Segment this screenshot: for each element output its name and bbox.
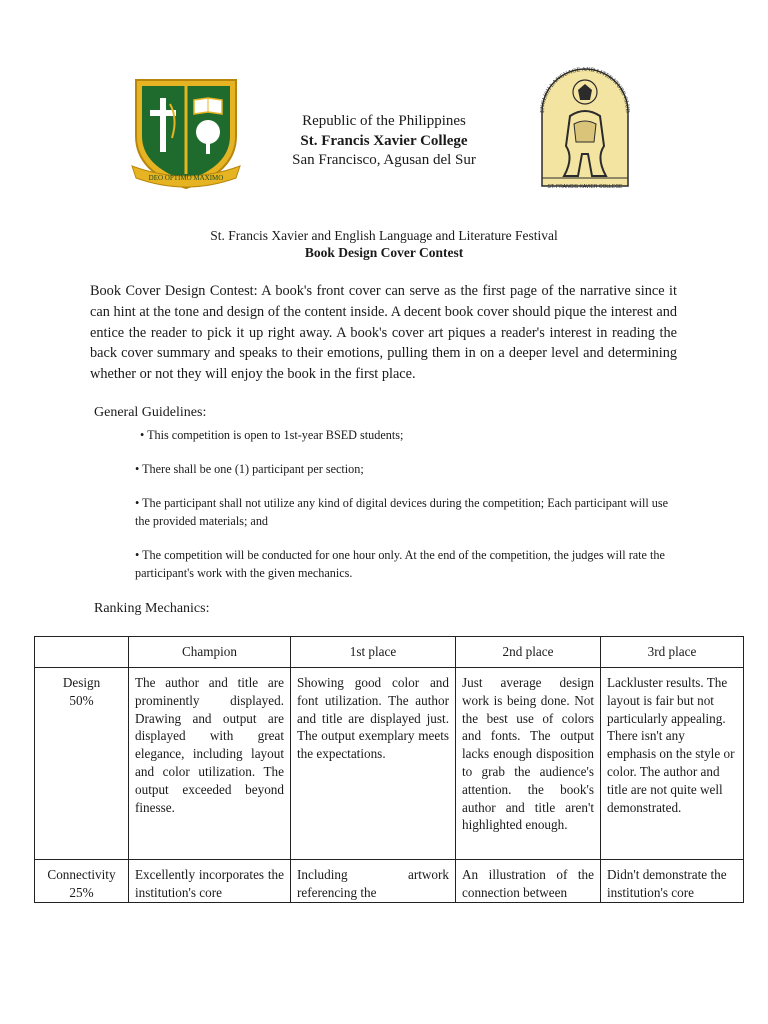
table-row: [35, 860, 744, 903]
table-header-second: 2nd place: [456, 637, 601, 668]
criterion-cell: [35, 860, 129, 903]
criterion-cell: [35, 668, 129, 860]
intro-paragraph: Book Cover Design Contest: A book's front cover can serve as the first page of the narrative since it can hint at the tone and design of the content inside. A decent book cover should pique the interest and entice the reader to pick it up right away. A book's cover art piques a reader's interest in reading the back cover summary and speaks to their emotions, pulling them in on a deeper level and determining whether or not they will enjoy the book in the first place.: [90, 283, 677, 383]
guidelines-list: [135, 426, 680, 598]
table-row: [35, 668, 744, 860]
criterion-name: Connectivity: [47, 867, 116, 882]
college-crest-logo: [126, 74, 246, 192]
second-place-cell: Just average design work is being done. Not the best use of colors and fonts. The output lacks enough disposition to grab the audience's attention. the book's author and title aren't highlighted enough.: [456, 668, 601, 860]
third-place-cell: Didn't demonstrate the institution's core: [601, 860, 744, 903]
guideline-item: • The competition will be conducted for one hour only. At the end of the competition, the judges will rate the participant's work with the given mechanics.: [135, 548, 665, 580]
ranking-heading: Ranking Mechanics:: [94, 601, 210, 616]
second-place-cell: An illustration of the connection between: [456, 860, 601, 903]
table-header-third: 3rd place: [601, 637, 744, 668]
guidelines-heading: General Guidelines:: [94, 405, 207, 420]
table-header-first: 1st place: [291, 637, 456, 668]
table-header-row: [35, 637, 744, 668]
contest-title: Book Design Cover Contest: [304, 245, 464, 260]
header-country: Republic of the Philippines: [302, 113, 466, 129]
criterion-name: Design: [62, 675, 101, 690]
first-place-cell: Including artwork referencing the: [291, 860, 456, 903]
institution-header: [250, 112, 518, 170]
club-footer-text: ST. FRANCIS XAVIER COLLEGE: [547, 184, 623, 190]
guideline-item: • The participant shall not utilize any kind of digital devices during the competition; Each participant will use the provided materials; and: [135, 496, 669, 528]
guideline-item: • There shall be one (1) participant per section;: [135, 462, 364, 476]
champion-cell: Excellently incorporates the institution's core: [129, 860, 291, 903]
table-header-champion: Champion: [129, 637, 291, 668]
champion-cell: The author and title are prominently displayed. Drawing and output are displayed with great elegance, including layout and color utilization. The output exceeded beyond finesse.: [129, 668, 291, 860]
crest-motto-text: DEO OPTIMO MAXIMO: [148, 174, 224, 182]
criterion-weight: 25%: [69, 884, 94, 900]
first-place-cell: Showing good color and font utilization. The author and title are displayed just. The output exemplary meets the expectations.: [291, 668, 456, 860]
table-header-cell: [35, 637, 129, 668]
third-place-cell: Lackluster results. The layout is fair but not particularly appealing. There isn't any emphasis on the style or color. The author and title are not quite well demonstrated.: [601, 668, 744, 860]
header-location: San Francisco, Agusan del Sur: [292, 152, 476, 168]
header-college-name: St. Francis Xavier College: [300, 133, 468, 149]
festival-name: St. Francis Xavier and English Language and Literature Festival: [210, 228, 558, 243]
club-arc-text: ENGLISH LANGUAGE AND LITERATURE CLUB: [539, 66, 631, 113]
club-logo: [530, 54, 640, 192]
ranking-table: [34, 636, 744, 903]
guideline-item: • This competition is open to 1st-year BSED students;: [140, 428, 404, 442]
criterion-weight: 50%: [69, 692, 94, 708]
